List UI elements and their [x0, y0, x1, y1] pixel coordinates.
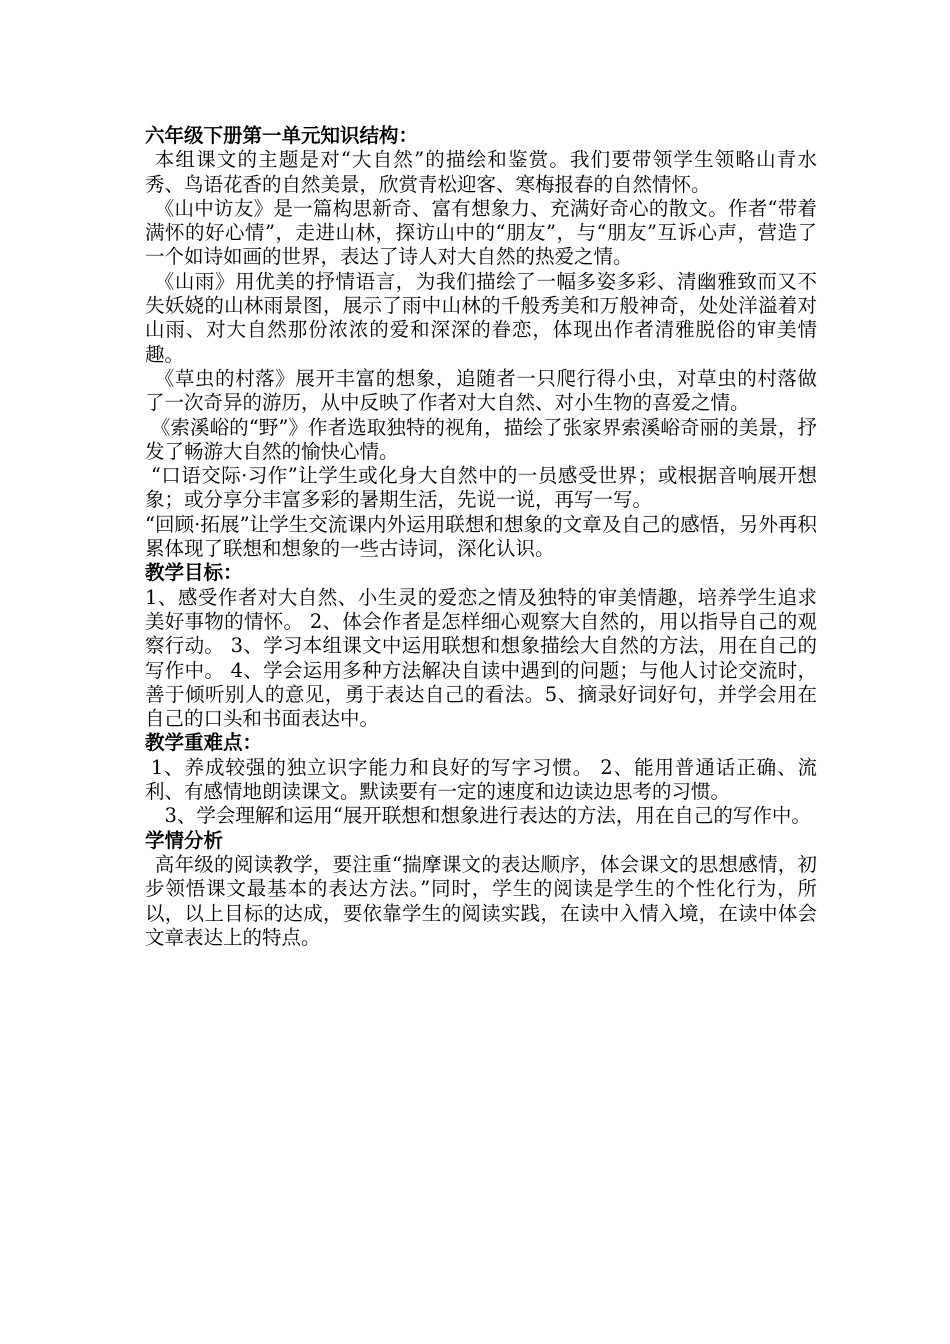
paragraph-unit-theme: 本组课文的主题是对“大自然”的描绘和鉴赏。我们要带领学生领略山青水秀、鸟语花香的自然美景，欣赏青松迎客、寒梅报春的自然情怀。: [145, 148, 817, 196]
paragraph-teaching-goals: 1、感受作者对大自然、小生灵的爱恋之情及独特的审美情趣，培养学生追求美好事物的情怀。 2、体会作者是怎样细心观察大自然的，用以指导自己的观察行动。 3、学习本组课文中运用联想和想象描绘大自然的方法，用在自己的写作中。 4、学会运用多种方法解决自读中遇到的问题；与他人讨论交流时，善于倾听别人的意见，勇于表达自己的看法。5、摘录好词好句，并学会用在自己的口头和书面表达中。: [145, 585, 817, 731]
section-title-learner-analysis: 学情分析: [145, 828, 224, 852]
paragraph-key-difficulties-1: 1、养成较强的独立识字能力和良好的写字习惯。 2、能用普通话正确、流利、有感情地朗读课文。默读要有一定的速度和边读边思考的习惯。: [145, 755, 817, 804]
section-title-key-difficulties: 教学重难点：: [145, 731, 263, 755]
section-title-knowledge-structure: 六年级下册第一单元知识结构：: [145, 124, 419, 147]
paragraph-shanzhong-fangyou: 《山中访友》是一篇构思新奇、富有想象力、充满好奇心的散文。作者“带着满怀的好心情”，走进山林，探访山中的“朋友”，与“朋友”互诉心声，营造了一个如诗如画的世界，表达了诗人对大自然的热爱之情。: [145, 196, 817, 269]
paragraph-learner-analysis: 高年级的阅读教学，要注重“揣摩课文的表达顺序，体会课文的思想感情，初步领悟课文最基本的表达方法。”同时，学生的阅读是学生的个性化行为，所以，以上目标的达成，要依靠学生的阅读实践，在读中入情入境，在读中体会文章表达上的特点。: [145, 852, 817, 949]
paragraph-oral-writing: “口语交际·习作”让学生或化身大自然中的一员感受世界；或根据音响展开想象；或分享分丰富多彩的暑期生活，先说一说，再写一写。: [145, 464, 817, 512]
paragraph-shanyu: 《山雨》用优美的抒情语言，为我们描绘了一幅多姿多彩、清幽雅致而又不失妖娆的山林雨景图，展示了雨中山林的千般秀美和万般神奇，处处洋溢着对山雨、对大自然那份浓浓的爱和深深的眷恋，体现出作者清雅脱俗的审美情趣。: [145, 269, 817, 366]
document-page: [145, 124, 817, 950]
section-title-teaching-goals: 教学目标：: [145, 561, 243, 585]
paragraph-suoxiyu: 《索溪峪的“野”》作者选取独特的视角，描绘了张家界索溪峪奇丽的美景，抒发了畅游大自然的愉快心情。: [145, 415, 817, 463]
paragraph-review-extension: “回顾·拓展”让学生交流课内外运用联想和想象的文章及自己的感悟，另外再积累体现了联想和想象的一些古诗词，深化认识。: [145, 512, 817, 561]
paragraph-key-difficulties-2: 3、学会理解和运用“展开联想和想象进行表达的方法，用在自己的写作中。: [164, 804, 811, 828]
paragraph-caochong-cunluo: 《草虫的村落》展开丰富的想象，追随者一只爬行得小虫，对草虫的村落做了一次奇异的游历，从中反映了作者对大自然、对小生物的喜爱之情。: [145, 366, 817, 415]
